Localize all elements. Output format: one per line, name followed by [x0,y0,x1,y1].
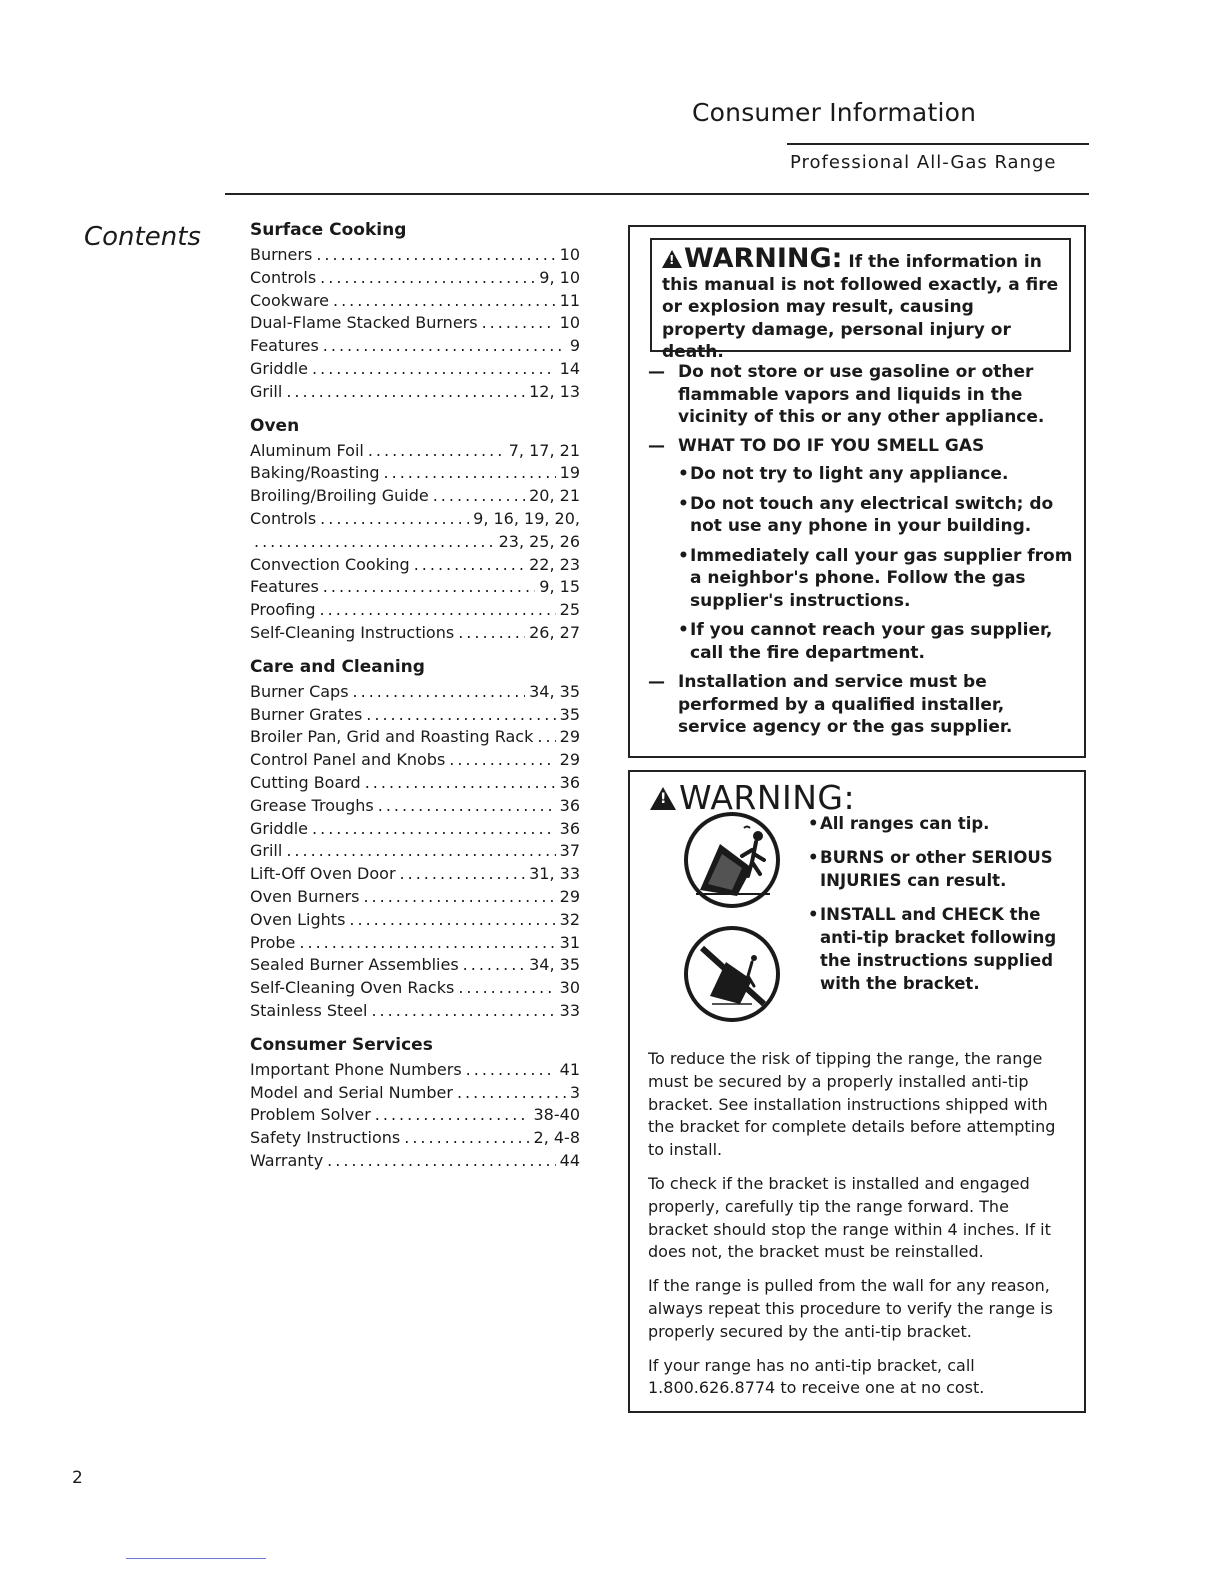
toc-leader-dots [286,840,555,863]
tip-warning-paragraph: To reduce the risk of tipping the range, the range must be secured by a properly installed anti-tip bracket. See installation instructions shipped with the bracket for complete details before attempting to install. [648,1049,1056,1160]
toc-heading: Consumer Services [250,1034,433,1055]
footer-line [126,1558,266,1559]
toc-leader-dots [384,462,556,485]
toc-entry-name: Baking/Roasting [250,463,380,483]
toc-entry-name: Cutting Board [250,772,361,792]
toc-entry-pages: 14 [559,358,580,378]
gas-warning-subitem-text: Do not touch any electrical switch; do not use any phone in your building. [690,493,1054,536]
tip-warning-box [628,770,1086,1413]
toc-entry-name: Self-Cleaning Oven Racks [250,978,455,998]
toc-entry [250,818,580,841]
toc-leader-dots [375,1104,530,1127]
toc-leader-dots [320,599,556,622]
tip-warning-paragraph: To check if the bracket is installed and engaged properly, carefully tip the range forward. The bracket should stop the range within 4 inches. If it does not, the bracket must be reinstalled. [648,1173,1051,1262]
toc-entry-name: Warranty [250,1150,324,1170]
toc-leader-dots [368,440,505,463]
toc-heading: Oven [250,415,300,436]
toc-entry-name: Self-Cleaning Instructions [250,622,455,642]
gas-warning-title: WARNING: [684,243,843,274]
toc-entry-name: Features [250,336,319,356]
toc-entry-pages: 3 [569,1082,580,1102]
toc-leader-dots [312,358,556,381]
tip-warning-bullets [808,812,1068,1006]
gas-warning-subitem [678,619,1073,664]
range-tip-prohibited-icon [682,924,782,1024]
toc-entry-name: Lift-Off Oven Door [250,864,396,884]
toc-entry-pages: 31 [559,932,580,952]
toc-entry [250,977,580,1000]
toc-entry-pages: 2, 4-8 [533,1128,580,1148]
toc-entry-pages: 26, 27 [529,622,580,642]
toc-entry [250,267,580,290]
gas-warning-item [648,435,1073,458]
toc-leader-dots [327,1150,555,1173]
toc-entry-pages: 10 [559,313,580,333]
bullet-dot-icon: • [678,464,689,484]
toc-entry [250,749,580,772]
toc-leader-dots [365,772,556,795]
gas-warning-item-text: WHAT TO DO IF YOU SMELL GAS [678,435,985,456]
gas-warning-item-text: Do not store or use gasoline or other flammable vapors and liquids in the vicinity of this or any other appliance. [678,362,1045,427]
toc-leader-dots [299,932,555,955]
toc-entry-name: Burner Caps [250,681,349,701]
toc-entry-pages: 41 [559,1059,580,1079]
toc-leader-dots [323,335,566,358]
toc-leader-dots [482,312,556,335]
toc-entry-name: Griddle [250,818,309,838]
toc-entry-pages: 10 [559,245,580,264]
toc-leader-dots [366,704,555,727]
toc-entry-name: Burner Grates [250,704,363,724]
toc-leader-dots [323,576,535,599]
toc-section [250,1033,580,1173]
toc-entry-pages: 38-40 [533,1105,580,1125]
toc-leader-dots [458,622,525,645]
toc-entry [250,599,580,622]
toc-entry [250,886,580,909]
toc-entry-name: Grill [250,381,283,401]
toc-leader-dots [400,863,526,886]
toc-entry-pages: 9 [569,336,580,356]
toc-entry-pages: 12, 13 [529,381,580,401]
gas-warning-subitem [678,463,1073,486]
toc-entry [250,932,580,955]
gas-warning-subitem [678,545,1073,613]
range-tip-icon [682,810,782,910]
toc-entry-name: Problem Solver [250,1105,371,1125]
gas-warning-subitem [678,493,1073,538]
toc-entry [250,772,580,795]
toc-entry-pages: 29 [559,886,580,906]
toc-leader-dots [378,795,556,818]
toc-entry [250,622,580,645]
toc-leader-dots [404,1127,529,1150]
toc-leader-dots [312,818,556,841]
toc-heading: Care and Cleaning [250,656,425,677]
toc-entry-name: Oven Burners [250,886,360,906]
toc-leader-dots [433,485,525,508]
toc-leader-dots [349,909,555,932]
toc-entry-pages: 34, 35 [529,681,580,701]
gas-warning-sublist [648,463,1073,664]
toc-entry [250,1082,580,1105]
gas-warning-intro: If the information in this manual is not followed exactly, a fire or explosion may result, causing property damage, personal injury or death. [662,252,1059,362]
warning-triangle-icon [650,787,676,810]
gas-warning-subitem-text: Immediately call your gas supplier from a neighbor's phone. Follow the gas supplier's instructions. [690,545,1073,611]
gas-warning-header [650,238,1071,362]
header-rule-short [787,143,1089,145]
toc-entry-pages: 30 [559,978,580,998]
toc-entry [250,358,580,381]
toc-entry-name: Controls [250,267,317,287]
toc-entry [250,312,580,335]
toc-entry-name: Important Phone Numbers [250,1059,462,1079]
toc-entry-name: Safety Instructions [250,1128,401,1148]
tip-warning-paragraph: If the range is pulled from the wall for any reason, always repeat this procedure to verify the range is properly secured by the anti-tip bracket. [648,1276,1053,1341]
toc-entry [250,681,580,704]
toc-heading: Surface Cooking [250,220,407,240]
toc-entry [250,954,580,977]
toc-entry [250,704,580,727]
toc-entry [250,440,580,463]
toc-entry-name: Sealed Burner Assemblies [250,955,459,975]
toc-entry-pages: 25 [559,600,580,620]
toc-entry [250,863,580,886]
toc-entry-name: Aluminum Foil [250,440,364,460]
gas-warning-list [648,361,1073,745]
tip-warning-bullet [808,903,1068,995]
toc-entry-pages: 29 [559,750,580,770]
toc-leader-dots [537,726,555,749]
toc-leader-dots [371,1000,555,1023]
toc-entry-name: Probe [250,932,296,952]
toc-entry-pages: 9, 10 [539,267,580,287]
toc-entry-pages: 9, 16, 19, 20, [473,508,580,528]
toc-leader-dots [333,290,556,313]
toc-entry-pages: 44 [559,1150,580,1170]
toc-entry [250,1127,580,1150]
tip-warning-bullet-text: BURNS or other SERIOUS INJURIES can result. [820,848,1053,890]
dash-bullet-icon: — [648,362,665,382]
toc-entry [250,909,580,932]
toc-entry-name: Burners [250,245,313,264]
tip-warning-bullet-text: INSTALL and CHECK the anti-tip bracket following the instructions supplied with the bracket. [820,905,1057,993]
toc-entry-pages: 11 [559,290,580,310]
toc-entry [250,1150,580,1173]
tip-warning-bullet-text: All ranges can tip. [820,814,990,833]
toc-leader-dots [457,1082,566,1105]
toc-section [250,655,580,1023]
toc-entry-pages: 32 [559,909,580,929]
toc-leader-dots [316,244,555,267]
toc-leader-dots [353,681,526,704]
bullet-dot-icon: • [678,545,689,566]
gas-warning-box [628,225,1086,758]
toc-entry-pages: 31, 33 [529,864,580,884]
toc-entry-name: Proofing [250,600,316,620]
toc-entry-name: Control Panel and Knobs [250,750,446,770]
toc-entry [250,381,580,404]
toc-entry [250,1000,580,1023]
toc-entry [250,554,580,577]
toc-entry-pages: 20, 21 [529,486,580,506]
toc-entry [250,576,580,599]
toc-leader-dots [254,531,495,554]
toc-leader-dots [414,554,525,577]
toc-entry [250,1059,580,1082]
toc-entry-name: Features [250,577,319,597]
toc-entry-name: Cookware [250,290,329,310]
toc-leader-dots [320,267,535,290]
contents-label: Contents [84,222,201,252]
toc-entry-name: Stainless Steel [250,1000,368,1020]
toc-entry-name: Grease Troughs [250,795,374,815]
toc-entry-pages: 37 [559,841,580,861]
toc-leader-dots [466,1059,556,1082]
toc-entry-pages: 29 [559,727,580,747]
toc-entry [250,485,580,508]
page-header-title: Consumer Information [692,98,977,127]
gas-warning-item [648,361,1073,429]
warning-triangle-icon [662,250,682,268]
toc-entry-name: Convection Cooking [250,554,410,574]
toc-entry-pages: 34, 35 [529,955,580,975]
toc-entry-pages: 35 [559,704,580,724]
toc-entry-name: Controls [250,508,317,528]
toc-entry-name: Model and Serial Number [250,1082,453,1102]
toc-leader-dots [286,381,525,404]
gas-warning-subitem-text: Do not try to light any appliance. [690,464,1009,484]
toc-entry-pages: 36 [559,795,580,815]
toc-entry-pages: 23, 25, 26 [498,531,580,551]
tip-warning-paragraphs [648,1048,1073,1411]
page-header-subtitle: Professional All-Gas Range [790,152,1057,173]
bullet-dot-icon: • [808,814,819,833]
toc-entry [250,1104,580,1127]
toc-section [250,414,580,645]
toc-entry [250,290,580,313]
toc-leader-dots [363,886,555,909]
toc-entry-name: Oven Lights [250,909,346,929]
toc-entry-pages: 7, 17, 21 [508,440,580,460]
toc-entry [250,244,580,267]
toc-entry-pages: 22, 23 [529,554,580,574]
toc-leader-dots [320,508,469,531]
gas-warning-item-text: Installation and service must be performed by a qualified installer, service agency or the gas supplier. [678,672,1013,737]
tip-warning-bullet [808,812,1068,835]
dash-bullet-icon: — [648,672,665,692]
toc-leader-dots [458,977,555,1000]
toc-entry-pages: 36 [559,818,580,838]
toc-entry [250,462,580,485]
toc-entry [250,726,580,749]
header-rule-long [225,193,1089,195]
tip-warning-paragraph: If your range has no anti-tip bracket, call 1.800.626.8774 to receive one at no cost. [648,1355,985,1398]
toc-entry-name: Broiler Pan, Grid and Roasting Rack [250,727,534,747]
toc-entry-name: Griddle [250,358,309,378]
toc-entry-pages: 9, 15 [539,577,580,597]
gas-warning-item [648,671,1073,739]
bullet-dot-icon: • [808,848,819,867]
toc-entry-pages: 19 [559,463,580,483]
dash-bullet-icon: — [648,435,665,456]
toc-leader-dots [463,954,525,977]
toc-entry-pages: 33 [559,1000,580,1020]
toc-section [250,218,580,404]
tip-warning-title: WARNING: [679,778,856,817]
toc-entry [250,840,580,863]
bullet-dot-icon: • [808,905,819,924]
toc-entry [250,795,580,818]
page-number: 2 [72,1468,83,1488]
bullet-dot-icon: • [678,620,689,640]
table-of-contents [250,218,580,1183]
toc-entry [250,531,580,554]
bullet-dot-icon: • [678,493,689,514]
toc-entry-name: Broiling/Broiling Guide [250,486,429,506]
gas-warning-subitem-text: If you cannot reach your gas supplier, call the fire department. [690,620,1053,663]
toc-entry-name: Dual-Flame Stacked Burners [250,313,478,333]
toc-entry [250,335,580,358]
toc-entry-pages: 36 [559,772,580,792]
toc-leader-dots [449,749,555,772]
toc-entry-name: Grill [250,841,283,861]
tip-warning-bullet [808,846,1068,892]
toc-entry [250,508,580,531]
